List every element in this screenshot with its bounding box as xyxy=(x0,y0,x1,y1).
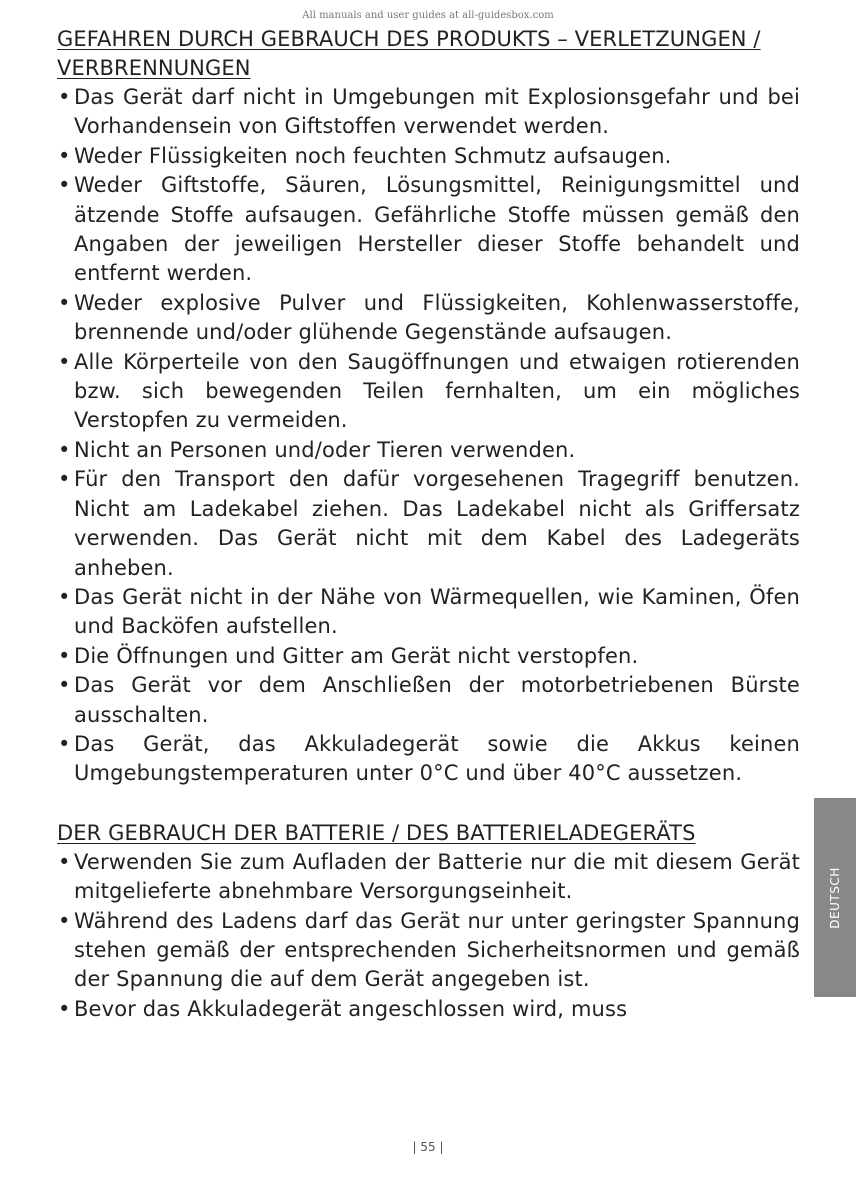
list-item xyxy=(57,848,800,907)
section-spacer xyxy=(57,789,800,819)
bullet: • xyxy=(58,437,71,462)
list-item-text: Das Gerät nicht in der Nähe von Wärmequellen, wie Kaminen, Öfen und Backöfen aufstellen. xyxy=(74,584,800,639)
bullet: • xyxy=(58,290,71,315)
document-body xyxy=(57,25,800,1024)
list-item-text: Während des Ladens darf das Gerät nur unter geringster Spannung stehen gemäß der entsprechenden Sicherheitsnormen und gemäß der Spannung die auf dem Gerät angegeben ist. xyxy=(74,908,800,992)
list-item xyxy=(57,289,800,348)
bullet: • xyxy=(58,643,71,668)
language-tab xyxy=(814,798,856,997)
section-heading-hazards: GEFAHREN DURCH GEBRAUCH DES PRODUKTS – VERLETZUNGEN / VERBRENNUNGEN xyxy=(57,27,761,80)
list-item-text: Weder explosive Pulver und Flüssigkeiten, Kohlenwasserstoffe, brennende und/oder glühende Gegenstände aufsaugen. xyxy=(74,290,800,345)
bullet: • xyxy=(58,849,71,874)
language-tab-label: DEUTSCH xyxy=(828,866,842,929)
list-item-text: Das Gerät vor dem Anschließen der motorbetriebenen Bürste ausschalten. xyxy=(74,673,800,727)
page-number: | 55 | xyxy=(412,1140,444,1154)
list-item-text: Alle Körperteile von den Saugöffnungen und etwaigen rotierenden bzw. sich bewegenden Teilen fernhalten, um ein mögliches Verstopfen zu vermeiden. xyxy=(74,349,800,433)
list-item-text: Nicht an Personen und/oder Tieren verwenden. xyxy=(74,437,576,462)
list-item-text: Die Öffnungen und Gitter am Gerät nicht verstopfen. xyxy=(74,643,639,668)
list-item xyxy=(57,465,800,583)
list-item xyxy=(57,142,800,171)
list-item-text: Bevor das Akkuladegerät angeschlossen wird, muss xyxy=(74,996,628,1021)
list-item-text: Verwenden Sie zum Aufladen der Batterie nur die mit diesem Gerät mitgelieferte abnehmbare Versorgungseinheit. xyxy=(74,849,800,904)
watermark-text: All manuals and user guides at all-guidesbox.com xyxy=(302,10,554,21)
bullet: • xyxy=(58,349,71,374)
bullet: • xyxy=(58,584,71,609)
bullet: • xyxy=(58,173,71,198)
bullet: • xyxy=(58,731,71,756)
list-item xyxy=(57,83,800,142)
bullet: • xyxy=(58,673,71,698)
list-item xyxy=(57,348,800,436)
section-heading-battery: DER GEBRAUCH DER BATTERIE / DES BATTERIELADEGERÄTS xyxy=(57,820,696,845)
bullet: • xyxy=(58,85,71,109)
bullet: • xyxy=(58,996,71,1021)
list-item-text: Weder Giftstoffe, Säuren, Lösungsmittel, Reinigungsmittel und ätzende Stoffe aufsaugen. Gefährliche Stoffe müssen gemäß den Angaben der jeweiligen Hersteller dieser Stoffe behandelt und entfernt werden. xyxy=(74,173,800,286)
bullet: • xyxy=(58,143,71,168)
list-item xyxy=(57,907,800,995)
list-item xyxy=(57,583,800,642)
list-item xyxy=(57,730,800,789)
bullet: • xyxy=(58,908,71,933)
list-item xyxy=(57,642,800,671)
list-item xyxy=(57,171,800,289)
list-item-text: Das Gerät darf nicht in Umgebungen mit Explosionsgefahr und bei Vorhandensein von Giftstoffen verwendet werden. xyxy=(74,85,800,139)
list-item xyxy=(57,671,800,730)
list-item xyxy=(57,995,800,1024)
list-item xyxy=(57,436,800,465)
list-item-text: Für den Transport den dafür vorgesehenen Tragegriff benutzen. Nicht am Ladekabel ziehen. Das Ladekabel nicht als Griffersatz verwenden. Das Gerät nicht mit dem Kabel des Ladegeräts anheben. xyxy=(74,467,800,580)
list-item-text: Das Gerät, das Akkuladegerät sowie die Akkus keinen Umgebungstemperaturen unter 0°C und über 40°C aussetzen. xyxy=(74,731,800,786)
list-item-text: Weder Flüssigkeiten noch feuchten Schmutz aufsaugen. xyxy=(74,143,672,168)
bullet: • xyxy=(58,467,71,492)
battery-list xyxy=(57,848,800,1024)
hazards-list xyxy=(57,83,800,789)
